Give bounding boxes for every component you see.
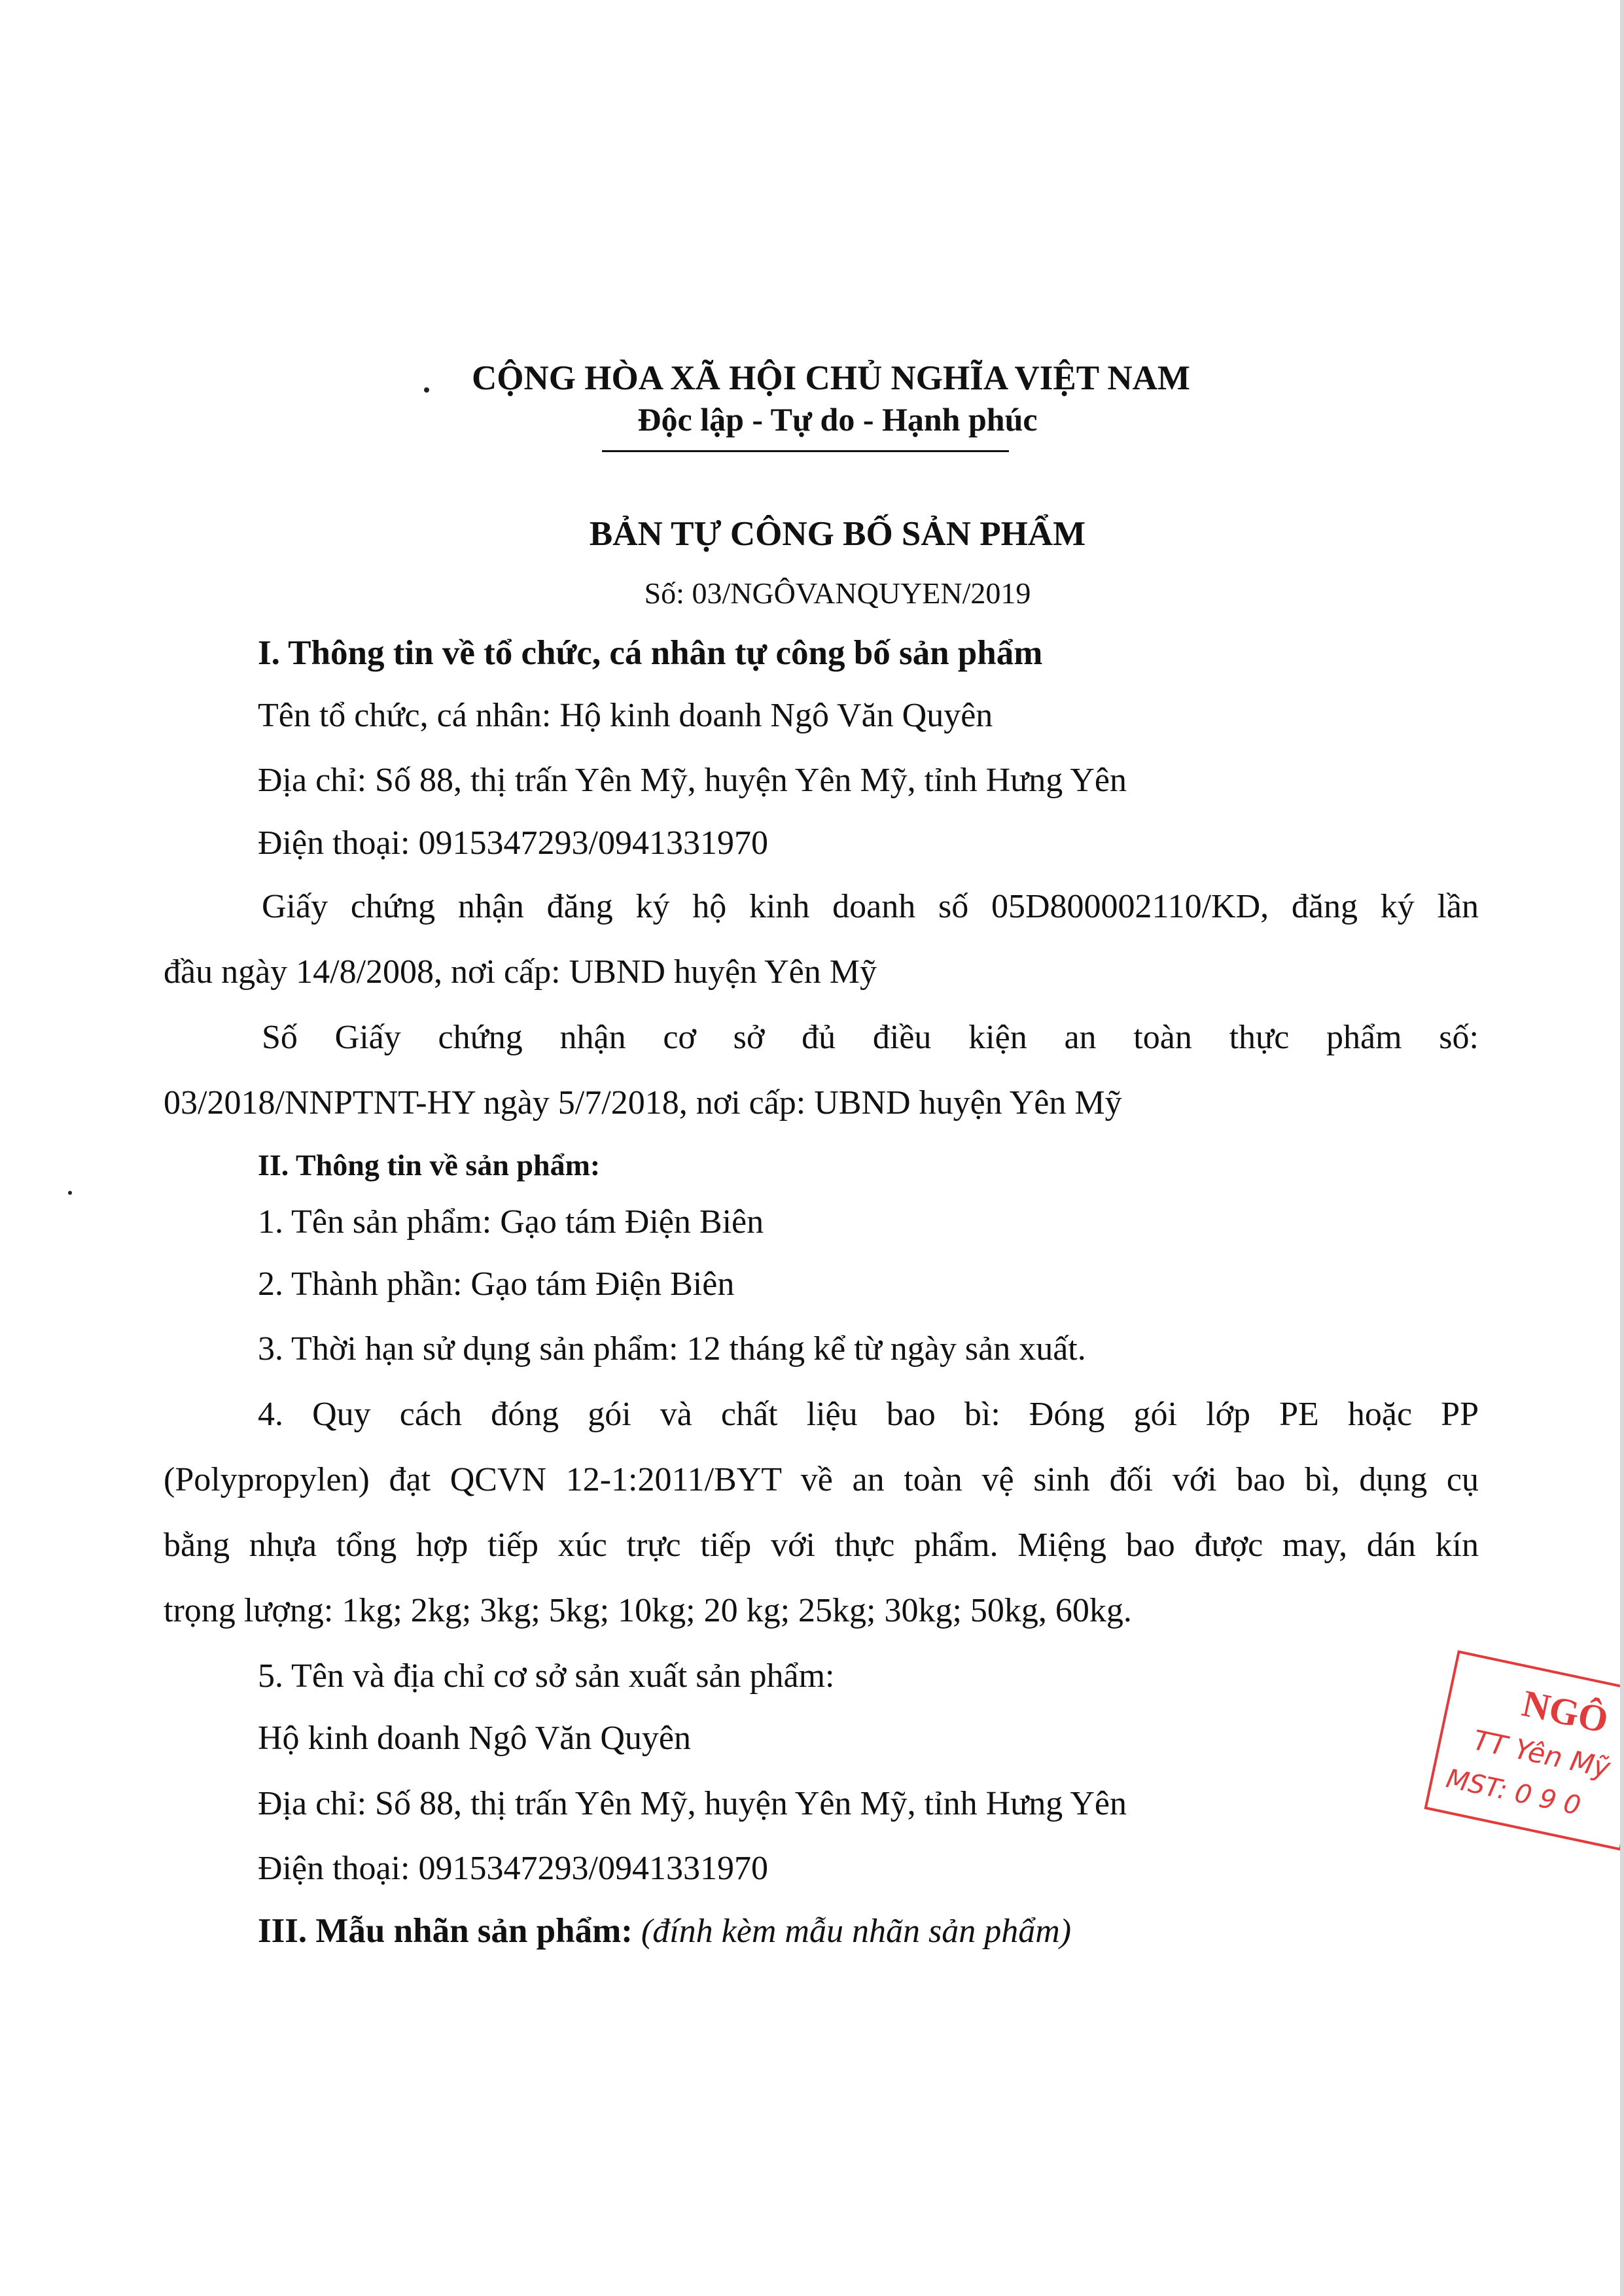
organization-address: Địa chỉ: Số 88, thị trấn Yên Mỹ, huyện Yên Mỹ, tỉnh Hưng Yên — [258, 762, 1127, 799]
section-1-title: I. Thông tin về tổ chức, cá nhân tự công bố sản phẩm — [258, 634, 1043, 672]
stamp-place: TT Yên Mỹ — [1470, 1723, 1614, 1784]
stamp-tax-code: MST: 0 9 0 — [1443, 1763, 1583, 1822]
product-name: 1. Tên sản phẩm: Gạo tám Điện Biên — [258, 1203, 764, 1241]
product-shelf-life: 3. Thời hạn sử dụng sản phẩm: 12 tháng kể từ ngày sản xuất. — [258, 1330, 1086, 1368]
organization-name: Tên tổ chức, cá nhân: Hộ kinh doanh Ngô Văn Quyên — [258, 697, 993, 734]
business-license-line-2: đầu ngày 14/8/2008, nơi cấp: UBND huyện Yên Mỹ — [164, 953, 877, 991]
motto-underline — [602, 450, 1009, 452]
section-3-heading — [258, 1914, 1071, 1949]
business-license-line-1: Giấy chứng nhận đăng ký hộ kinh doanh số 05D800002110/KD, đăng ký lần — [262, 888, 1479, 925]
food-safety-line-1: Số Giấy chứng nhận cơ sở đủ điều kiện an toàn thực phẩm số: — [262, 1019, 1479, 1056]
packaging-line-2: (Polypropylen) đạt QCVN 12-1:2011/BYT về an toàn vệ sinh đối với bao bì, dụng cụ — [164, 1461, 1479, 1498]
organization-phone: Điện thoại: 0915347293/0941331970 — [258, 824, 768, 862]
document-title: BẢN TỰ CÔNG BỐ SẢN PHẨM — [589, 515, 1086, 553]
food-safety-line-2: 03/2018/NNPTNT-HY ngày 5/7/2018, nơi cấp: UBND huyện Yên Mỹ — [164, 1084, 1122, 1122]
packaging-line-1: 4. Quy cách đóng gói và chất liệu bao bì: Đóng gói lớp PE hoặc PP — [258, 1396, 1479, 1433]
national-title: CỘNG HÒA XÃ HỘI CHỦ NGHĨA VIỆT NAM — [472, 359, 1190, 397]
section-3-title: III. Mẫu nhãn sản phẩm: — [258, 1912, 633, 1950]
section-3-note: (đính kèm mẫu nhãn sản phẩm) — [641, 1913, 1072, 1950]
producer-name: Hộ kinh doanh Ngô Văn Quyên — [258, 1720, 691, 1757]
producer-heading: 5. Tên và địa chỉ cơ sở sản xuất sản phẩm: — [258, 1657, 835, 1695]
packaging-line-4: trọng lượng: 1kg; 2kg; 3kg; 5kg; 10kg; 20 kg; 25kg; 30kg; 50kg, 60kg. — [164, 1592, 1132, 1629]
packaging-line-3: bằng nhựa tổng hợp tiếp xúc trực tiếp với thực phẩm. Miệng bao được may, dán kín — [164, 1527, 1479, 1564]
scan-speck — [68, 1191, 72, 1195]
scan-speck — [424, 387, 429, 393]
company-stamp — [1424, 1650, 1624, 1851]
national-motto: Độc lập - Tự do - Hạnh phúc — [637, 401, 1038, 438]
scan-page-edge — [1620, 0, 1624, 2296]
product-ingredients: 2. Thành phần: Gạo tám Điện Biên — [258, 1265, 735, 1303]
document-number: Số: 03/NGÔVANQUYEN/2019 — [644, 576, 1031, 610]
producer-address: Địa chỉ: Số 88, thị trấn Yên Mỹ, huyện Yên Mỹ, tỉnh Hưng Yên — [258, 1785, 1127, 1822]
stamp-name: NGÔ — [1518, 1682, 1612, 1742]
producer-phone: Điện thoại: 0915347293/0941331970 — [258, 1850, 768, 1887]
section-2-title: II. Thông tin về sản phẩm: — [258, 1148, 601, 1182]
